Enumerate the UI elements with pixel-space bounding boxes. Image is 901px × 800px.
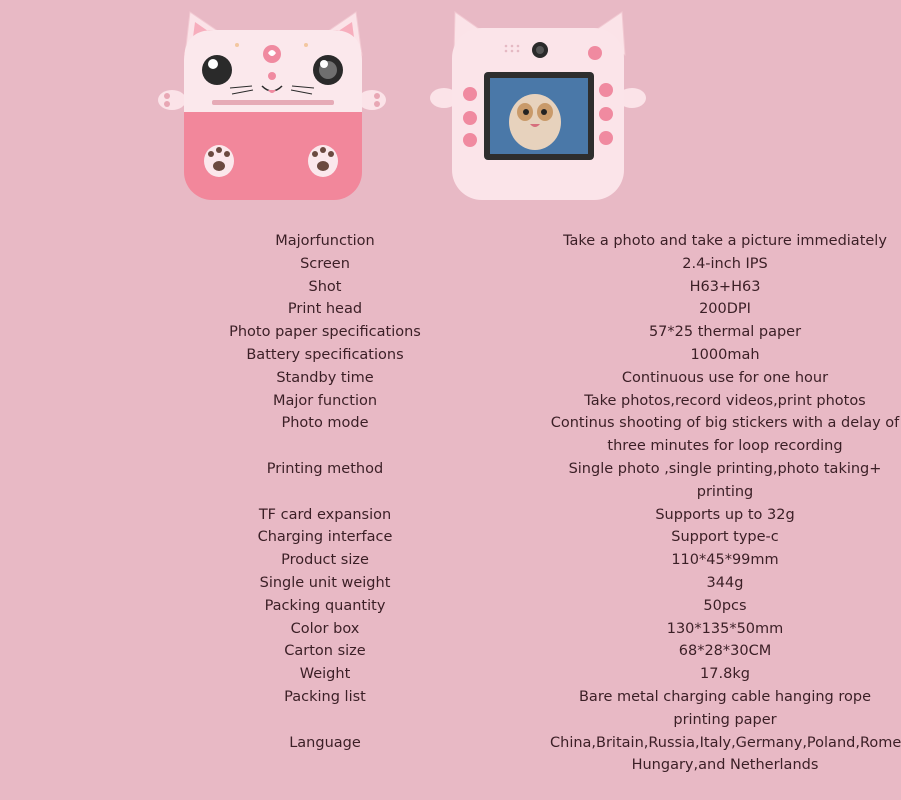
- spec-value: 50pcs: [703, 597, 747, 614]
- spec-value: 1000mah: [690, 346, 760, 363]
- spec-label: Charging interface: [257, 529, 393, 546]
- spec-value: Take photos,record videos,print photos: [584, 392, 866, 409]
- back-camera-image: [430, 12, 646, 200]
- spec-row: [0, 732, 900, 778]
- spec-label: Weight: [299, 666, 351, 683]
- product-images: [0, 0, 800, 215]
- spec-row: [0, 618, 900, 641]
- spec-value: Take a photo and take a picture immediately: [563, 233, 887, 249]
- spec-label: Photo paper specifications: [229, 324, 421, 341]
- spec-row: [0, 276, 900, 299]
- spec-row: [0, 572, 900, 595]
- spec-row: [0, 526, 900, 549]
- spec-value: Single photo ,single printing,photo taking+ printing: [568, 460, 882, 500]
- spec-row: [0, 298, 900, 321]
- spec-row: [0, 253, 900, 276]
- spec-value: Support type-c: [671, 529, 779, 546]
- spec-value: 130*135*50mm: [666, 620, 784, 637]
- spec-row: [0, 230, 900, 253]
- spec-value: 344g: [706, 574, 744, 591]
- spec-label: Print head: [287, 301, 363, 318]
- spec-label: Shot: [308, 278, 342, 295]
- spec-value: 110*45*99mm: [671, 552, 779, 569]
- spec-label: Battery specifications: [246, 346, 404, 363]
- spec-value: H63+H63: [689, 278, 761, 295]
- spec-label: Printing method: [266, 460, 384, 477]
- spec-row: [0, 549, 900, 572]
- spec-label: Packing quantity: [264, 597, 386, 614]
- spec-row: [0, 595, 900, 618]
- spec-label: TF card expansion: [258, 506, 392, 523]
- spec-row: [0, 504, 900, 527]
- spec-label: Majorfunction: [275, 233, 375, 249]
- spec-row: [0, 412, 900, 458]
- spec-row: [0, 686, 900, 732]
- spec-table: [0, 230, 900, 777]
- spec-label: Major function: [272, 392, 378, 409]
- spec-value: 2.4-inch IPS: [682, 255, 768, 272]
- spec-value: 57*25 thermal paper: [648, 324, 802, 341]
- spec-value: 68*28*30CM: [678, 643, 772, 660]
- spec-label: Carton size: [284, 643, 366, 660]
- spec-row: [0, 663, 900, 686]
- spec-value: Bare metal charging cable hanging rope printing paper: [578, 688, 871, 728]
- spec-label: Color box: [290, 620, 360, 637]
- spec-label: Product size: [281, 552, 369, 569]
- spec-label: Standby time: [276, 369, 374, 386]
- spec-row: [0, 640, 900, 663]
- spec-label: Photo mode: [281, 415, 369, 432]
- spec-value: 17.8kg: [700, 666, 750, 683]
- spec-value: Supports up to 32g: [655, 506, 795, 523]
- spec-value: China,Britain,Russia,Italy,Germany,Poland,Rome Hungary,and Netherlands: [550, 734, 901, 774]
- spec-value: Continuous use for one hour: [621, 369, 829, 386]
- front-camera-image: [158, 12, 386, 200]
- spec-row: [0, 367, 900, 390]
- spec-row: [0, 390, 900, 413]
- spec-label: Language: [289, 734, 361, 751]
- spec-label: Packing list: [284, 688, 366, 705]
- spec-label: Single unit weight: [259, 574, 391, 591]
- spec-value: Continus shooting of big stickers with a delay of three minutes for loop recording: [550, 415, 900, 455]
- spec-row: [0, 321, 900, 344]
- spec-value: 200DPI: [699, 301, 751, 318]
- spec-label: Screen: [300, 255, 350, 272]
- spec-row: [0, 344, 900, 367]
- spec-row: [0, 458, 900, 504]
